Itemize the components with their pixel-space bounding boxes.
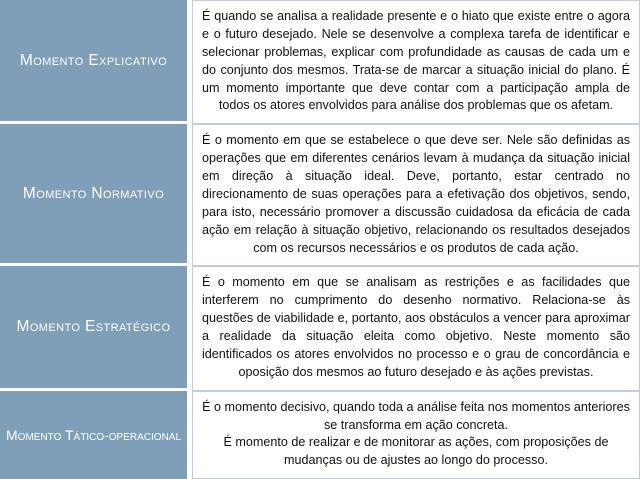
- moment-label-text: Momento Tático-operacional: [6, 426, 182, 443]
- table-row: [0, 266, 640, 390]
- moment-description-normativo: [192, 124, 640, 266]
- table-row: [0, 0, 640, 124]
- moment-label-explicativo: [0, 0, 187, 124]
- moment-label-normativo: [0, 124, 187, 266]
- moment-label-text: Momento Explicativo: [19, 51, 168, 69]
- moment-description-text: É quando se analisa a realidade presente e o hiato que existe entre o agora e o futuro desejado. Nele se desenvolve a complexa tarefa de identificar e selecionar problemas, explicar com profundidade as causas de cada um e do conjunto dos mesmos. Trata-se de marcar a situação inicial do plano. É um momento importante que deve contar com a participação ampla de todos os atores envolvidos para análise dos problemas que os afetam.: [202, 9, 630, 113]
- table-row: [0, 391, 640, 479]
- moment-label-text: Momento Normativo: [22, 184, 165, 202]
- table-row: [0, 124, 640, 266]
- moment-description-tatico-operacional: [192, 391, 640, 479]
- moment-label-tatico-operacional: [0, 391, 187, 479]
- moment-description-estrategico: [192, 266, 640, 390]
- moment-description-text: É o momento em que se analisam as restrições e as facilidades que interferem no cumprimento do desenho normativo. Relaciona-se às questões de viabilidade e, portanto, aos obstáculos a vencer para aproximar a realidade da situação eleita como objetivo. Neste momento são identificados os atores envolvidos no processo e o grau de concordância e oposição dos mesmos ao futuro desejado e às ações previstas.: [202, 275, 630, 379]
- moment-label-text: Momento Estratégico: [16, 318, 171, 336]
- moment-description-text: É o momento em que se estabelece o que deve ser. Nele são definidas as operações que em diferentes cenários levam à mudança da situação inicial em direção à situação ideal. Deve, portanto, estar centrado no direcionamento de suas operações para a efetivação dos objetivos, sendo, para isto, necessário promover a discussão cuidadosa da eficácia de cada ação em relação à situação objetivo, relacionando os resultados desejados com os recursos necessários e os produtos de cada ação.: [202, 133, 630, 255]
- moment-description-explicativo: [192, 0, 640, 124]
- moment-label-estrategico: [0, 266, 187, 390]
- moment-description-text: É o momento decisivo, quando toda a análise feita nos momentos anteriores se transforma em ação concreta. É momento de realizar e de monitorar as ações, com proposições de mudanças ou de ajustes ao longo do processo.: [202, 399, 630, 468]
